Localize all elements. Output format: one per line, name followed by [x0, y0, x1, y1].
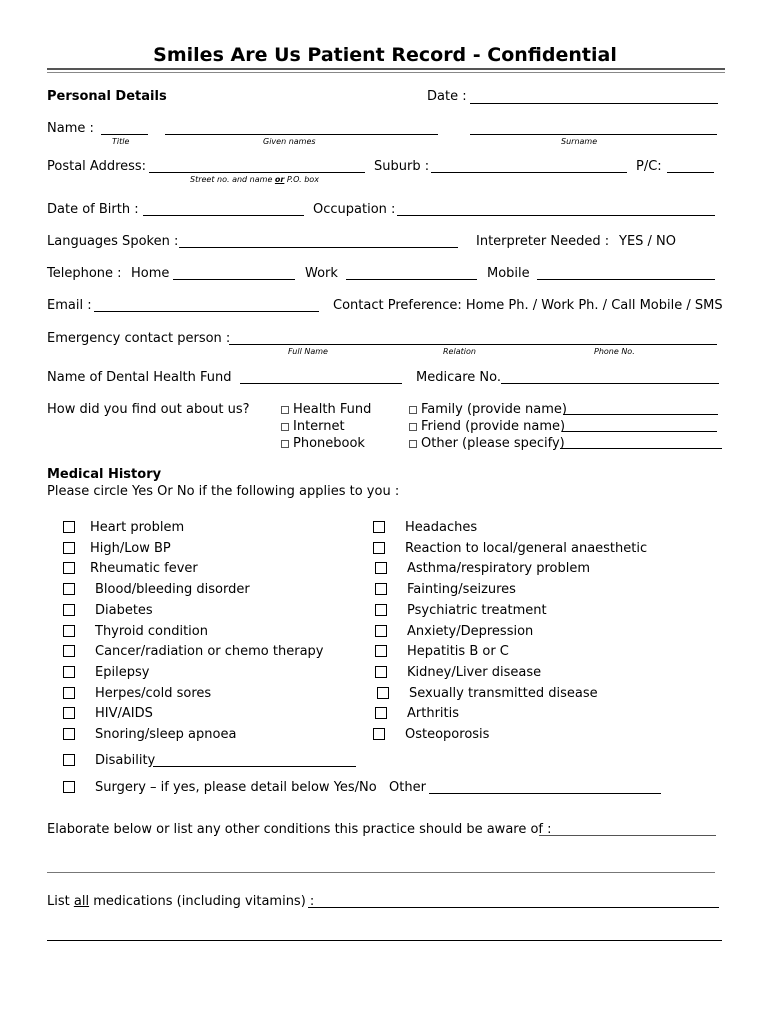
elaborate-label: Elaborate below or list any other conditions this practice should be aware of : [47, 822, 552, 837]
postcode-label: P/C: [636, 159, 662, 174]
find-option-label: Phonebook [293, 436, 365, 451]
phone-caption: Phone No. [594, 347, 635, 356]
date-field[interactable] [470, 103, 718, 104]
condition-checkbox[interactable] [375, 625, 387, 637]
health-fund-field[interactable] [240, 383, 402, 384]
surname-field[interactable] [470, 134, 717, 135]
work-phone-label: Work [305, 266, 338, 281]
condition-checkbox[interactable] [63, 542, 75, 554]
surname-caption: Surname [561, 137, 598, 146]
condition-checkbox[interactable] [377, 687, 389, 699]
condition-checkbox[interactable] [375, 666, 387, 678]
condition-label: Diabetes [95, 602, 153, 618]
home-phone-label: Home [131, 266, 170, 281]
name-label: Name : [47, 121, 94, 136]
condition-label: Osteoporosis [405, 727, 490, 742]
home-phone-field[interactable] [173, 279, 295, 280]
find-option-label: Friend (provide name) [421, 419, 566, 434]
disability-field[interactable] [153, 766, 356, 767]
date-label: Date : [427, 89, 467, 104]
condition-checkbox[interactable] [373, 542, 385, 554]
work-phone-field[interactable] [346, 279, 477, 280]
languages-field[interactable] [179, 247, 458, 248]
condition-checkbox[interactable] [63, 521, 75, 533]
find-option-checkbox[interactable] [281, 406, 289, 414]
postal-address-field[interactable] [149, 172, 365, 173]
email-field[interactable] [94, 311, 319, 312]
title-rule-thin [47, 72, 725, 73]
find-option-field[interactable] [562, 431, 717, 432]
disability-checkbox[interactable] [63, 754, 75, 766]
languages-label: Languages Spoken : [47, 234, 179, 249]
surgery-label: Surgery – if yes, please detail below Yes/No [95, 780, 377, 795]
suburb-label: Suburb : [374, 159, 430, 174]
find-us-label: How did you find out about us? [47, 402, 250, 417]
suburb-field[interactable] [431, 172, 627, 173]
condition-label: Psychiatric treatment [407, 602, 547, 618]
find-option-field[interactable] [560, 448, 722, 449]
occupation-label: Occupation : [313, 202, 396, 217]
full-name-caption: Full Name [288, 347, 328, 356]
contact-preference[interactable]: Contact Preference: Home Ph. / Work Ph. / Call Mobile / SMS [333, 298, 723, 313]
mobile-field[interactable] [537, 279, 715, 280]
elaborate-field[interactable] [539, 835, 716, 836]
find-option-checkbox[interactable] [409, 423, 417, 431]
find-option-checkbox[interactable] [281, 440, 289, 448]
condition-checkbox[interactable] [63, 666, 75, 678]
condition-label: Thyroid condition [95, 623, 208, 639]
medicare-label: Medicare No. [416, 370, 501, 385]
condition-checkbox[interactable] [375, 583, 387, 595]
condition-checkbox[interactable] [375, 707, 387, 719]
disability-label: Disability [95, 753, 156, 768]
find-option-label: Other (please specify) [421, 436, 565, 451]
emergency-contact-label: Emergency contact person : [47, 331, 231, 346]
postal-address-label: Postal Address: [47, 159, 147, 174]
find-option-label: Internet [293, 419, 345, 434]
condition-label: HIV/AIDS [95, 706, 153, 722]
emergency-contact-field[interactable] [229, 344, 717, 345]
condition-label: Rheumatic fever [90, 561, 198, 577]
relation-caption: Relation [443, 347, 476, 356]
other-field[interactable] [429, 793, 661, 794]
condition-label: Sexually transmitted disease [409, 685, 598, 701]
health-fund-label: Name of Dental Health Fund [47, 370, 232, 385]
medical-history-heading: Medical History [47, 467, 162, 482]
condition-label: Heart problem [90, 520, 185, 535]
condition-label: Reaction to local/general anaesthetic [405, 540, 648, 556]
surgery-checkbox[interactable] [63, 781, 75, 793]
find-option-checkbox[interactable] [409, 440, 417, 448]
postcode-field[interactable] [667, 172, 714, 173]
email-label: Email : [47, 298, 92, 313]
given-names-field[interactable] [165, 134, 438, 135]
condition-checkbox[interactable] [63, 583, 75, 595]
other-label: Other [389, 780, 426, 795]
personal-details-heading: Personal Details [47, 89, 167, 104]
dob-field[interactable] [143, 215, 304, 216]
condition-checkbox[interactable] [63, 687, 75, 699]
condition-checkbox[interactable] [63, 604, 75, 616]
condition-checkbox[interactable] [63, 645, 75, 657]
condition-label: Snoring/sleep apnoea [95, 727, 237, 742]
condition-checkbox[interactable] [375, 562, 387, 574]
condition-label: Cancer/radiation or chemo therapy [95, 644, 324, 660]
interpreter-label: Interpreter Needed : [476, 234, 610, 249]
condition-checkbox[interactable] [375, 604, 387, 616]
condition-checkbox[interactable] [63, 562, 75, 574]
condition-label: Kidney/Liver disease [407, 664, 542, 680]
occupation-field[interactable] [397, 215, 715, 216]
telephone-label: Telephone : [47, 266, 122, 281]
condition-checkbox[interactable] [373, 728, 385, 740]
find-option-checkbox[interactable] [281, 423, 289, 431]
title-rule [47, 68, 725, 70]
form-title: Smiles Are Us Patient Record - Confidential [153, 44, 617, 66]
find-option-label: Family (provide name) [421, 402, 567, 417]
given-names-caption: Given names [263, 137, 316, 146]
condition-checkbox[interactable] [63, 625, 75, 637]
condition-label: Herpes/cold sores [95, 685, 212, 701]
find-option-checkbox[interactable] [409, 406, 417, 414]
condition-label: Hepatitis B or C [407, 644, 509, 660]
medications-field[interactable] [308, 907, 719, 908]
medications-label: List all medications (including vitamins) : [47, 894, 315, 909]
condition-checkbox[interactable] [375, 645, 387, 657]
dob-label: Date of Birth : [47, 202, 139, 217]
condition-label: High/Low BP [90, 540, 171, 556]
condition-label: Blood/bleeding disorder [95, 582, 250, 598]
medical-instruction: Please circle Yes Or No if the following applies to you : [47, 484, 400, 499]
condition-checkbox[interactable] [63, 728, 75, 740]
medicare-field[interactable] [501, 383, 719, 384]
condition-checkbox[interactable] [63, 707, 75, 719]
title-caption: Title [112, 137, 130, 146]
medications-extra-line[interactable] [47, 940, 722, 941]
condition-label: Anxiety/Depression [407, 623, 534, 639]
elaborate-extra-line[interactable] [47, 872, 715, 873]
condition-label: Fainting/seizures [407, 582, 516, 598]
find-option-field[interactable] [563, 414, 718, 415]
condition-label: Epilepsy [95, 664, 150, 680]
condition-label: Headaches [405, 520, 478, 535]
mobile-label: Mobile [487, 266, 530, 281]
condition-label: Asthma/respiratory problem [407, 561, 591, 577]
street-caption: Street no. and name or P.O. box [190, 175, 319, 184]
interpreter-options[interactable]: YES / NO [619, 234, 677, 249]
title-field[interactable] [101, 134, 148, 135]
find-option-label: Health Fund [293, 402, 372, 417]
condition-label: Arthritis [407, 706, 460, 722]
condition-checkbox[interactable] [373, 521, 385, 533]
